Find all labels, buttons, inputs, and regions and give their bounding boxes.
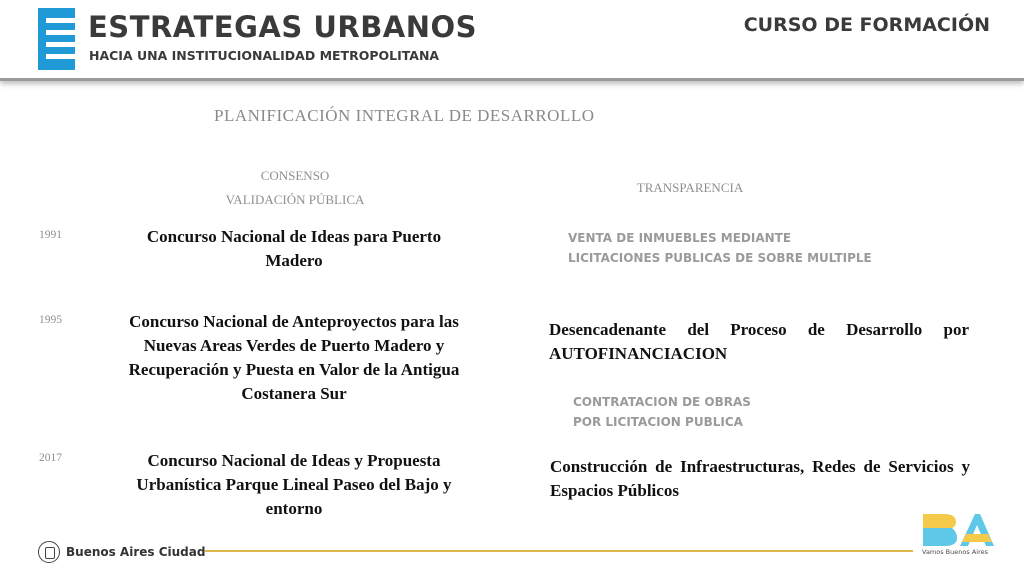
city-label: Buenos Aires Ciudad [66,545,206,559]
buenos-aires-ciudad [38,539,205,565]
contest-2017: Concurso Nacional de Ideas y Propuesta Urbanística Parque Lineal Paseo del Bajo y entorno [136,451,452,518]
year-2017: 2017 [39,452,62,464]
consenso-header: CONSENSO [260,168,330,183]
works-line-2: POR LICITACION PUBLICA [573,415,743,429]
city-seal-icon [38,541,60,563]
validacion-header: VALIDACIÓN PÚBLICA [225,192,365,207]
contest-1991: Concurso Nacional de Ideas para Puerto Madero [146,227,442,270]
construction-text: Construcción de Infraestructuras, Redes de Servicios y Espacios Públicos [550,457,970,500]
year-1995: 1995 [39,314,62,326]
brand-subtitle: HACIA UNA INSTITUCIONALIDAD METROPOLITANA [89,48,440,63]
header [0,0,1024,81]
course-label: CURSO DE FORMACIÓN [743,14,990,36]
contest-1995: Concurso Nacional de Anteproyectos para las Nuevas Areas Verdes de Puerto Madero y Recuperación y Puesta en Valor de la Antigua Costanera Sur [128,312,460,403]
sale-line-2: LICITACIONES PUBLICAS DE SOBRE MULTIPLE [568,251,872,265]
footer-divider [205,550,913,552]
ba-logo [920,510,994,560]
ba-tagline: Vamos Buenos Aires [922,548,988,556]
brand-title: ESTRATEGAS URBANOS [88,10,478,44]
estrategas-logo-icon [38,8,75,70]
trigger-text: Desencadenante del Proceso de Desarrollo por AUTOFINANCIACION [549,320,969,363]
transparencia-header: TRANSPARENCIA [636,180,744,195]
ba-logo-icon [920,510,994,548]
slide-title: PLANIFICACIÓN INTEGRAL DE DESARROLLO [214,106,595,125]
sale-line-1: VENTA DE INMUEBLES MEDIANTE [568,231,792,245]
year-1991: 1991 [39,229,62,241]
works-line-1: CONTRATACION DE OBRAS [573,395,751,409]
